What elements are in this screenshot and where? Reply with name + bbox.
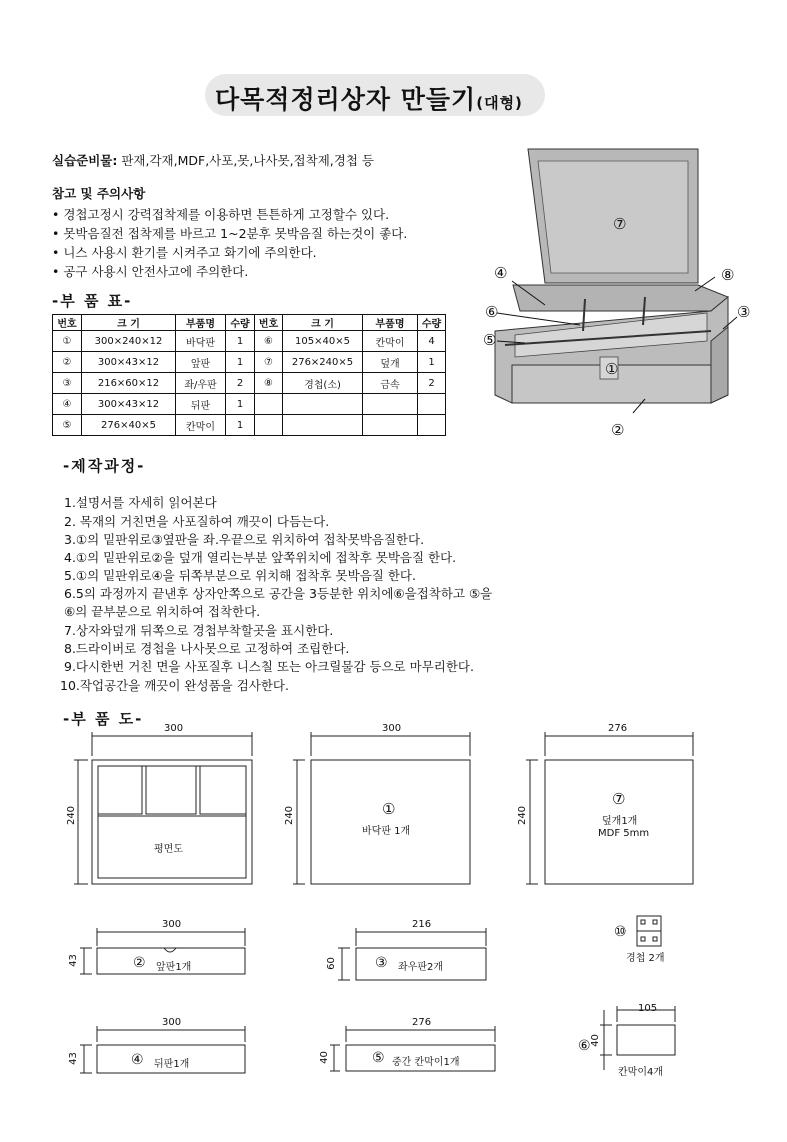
table-cell: 칸막이 xyxy=(363,331,418,352)
table-cell: 덮개 xyxy=(363,352,418,373)
divider-width: 105 xyxy=(638,1003,658,1014)
table-cell xyxy=(255,415,283,436)
process-step: 8.드라이버로 경첩을 나사못으로 고정하여 조립한다. xyxy=(64,641,350,656)
table-cell: ④ xyxy=(53,394,82,415)
table-cell xyxy=(255,394,283,415)
callout-6: ⑥ xyxy=(485,303,499,321)
table-row xyxy=(53,331,446,352)
table-header: 부품명 xyxy=(363,315,418,331)
parts-table-heading: -부 품 표- xyxy=(52,292,133,310)
mid-number: ⑤ xyxy=(372,1050,385,1066)
table-cell: 1 xyxy=(226,394,255,415)
plan-height: 240 xyxy=(66,805,78,826)
process-step: ⑥의 끝부분으로 위치하여 접착한다. xyxy=(64,604,261,619)
table-cell: ⑧ xyxy=(255,373,283,394)
process-heading: -제작과정- xyxy=(63,457,146,475)
table-cell: 2 xyxy=(226,373,255,394)
materials-line: 실습준비물: 판재,각재,MDF,사포,못,나사못,접착제,경첩 등 xyxy=(52,153,374,168)
table-header-row xyxy=(53,315,446,331)
callout-2: ② xyxy=(611,421,625,439)
process-step: 7.상자와덮개 뒤쪽으로 경첩부착할곳을 표시한다. xyxy=(64,623,334,638)
note-item: • 공구 사용시 안전사고에 주의한다. xyxy=(52,264,249,279)
table-header: 번호 xyxy=(53,315,82,331)
table-cell: 뒤판 xyxy=(176,394,226,415)
table-cell xyxy=(363,415,418,436)
side-height: 60 xyxy=(325,957,337,970)
lid-label: 덮개1개 xyxy=(602,816,638,827)
table-row xyxy=(53,373,446,394)
lid-height: 240 xyxy=(517,805,529,826)
table-cell: 300×43×12 xyxy=(82,352,176,373)
table-cell: 1 xyxy=(418,352,446,373)
table-cell: ① xyxy=(53,331,82,352)
table-row xyxy=(53,394,446,415)
callout-4: ④ xyxy=(494,264,508,282)
callout-8: ⑧ xyxy=(721,266,735,284)
table-header: 크 기 xyxy=(82,315,176,331)
table-cell: 276×40×5 xyxy=(82,415,176,436)
table-cell: ⑤ xyxy=(53,415,82,436)
table-cell: 칸막이 xyxy=(176,415,226,436)
side-label: 좌우판2개 xyxy=(398,962,444,973)
table-cell: 앞판 xyxy=(176,352,226,373)
divider-height: 40 xyxy=(589,1034,601,1047)
plan-view xyxy=(74,732,252,884)
table-cell xyxy=(363,394,418,415)
callout-3: ③ xyxy=(737,303,751,321)
mid-width: 276 xyxy=(412,1017,432,1028)
table-header: 부품명 xyxy=(176,315,226,331)
lid-number: ⑦ xyxy=(612,790,626,808)
hinge-drawing xyxy=(637,916,661,946)
mid-height: 40 xyxy=(318,1051,330,1064)
table-cell: 2 xyxy=(418,373,446,394)
table-cell xyxy=(418,415,446,436)
note-item: • 경첩고정시 강력접착제를 이용하면 튼튼하게 고정할수 있다. xyxy=(52,207,390,222)
table-cell: ② xyxy=(53,352,82,373)
lid-material: MDF 5mm xyxy=(598,828,650,839)
process-step: 10.작업공간을 깨끗이 완성품을 검사한다. xyxy=(60,678,289,693)
table-cell: 1 xyxy=(226,415,255,436)
front-label: 앞판1개 xyxy=(156,962,192,973)
note-item: • 못박음질전 접착제를 바르고 1~2분후 못박음질 하는것이 좋다. xyxy=(52,226,408,241)
mid-label: 중간 칸막이1개 xyxy=(392,1057,460,1068)
table-cell: ⑦ xyxy=(255,352,283,373)
table-cell: ③ xyxy=(53,373,82,394)
table-cell: 바닥판 xyxy=(176,331,226,352)
process-step: 2. 목재의 거친면을 사포질하여 깨끗이 다듬는다. xyxy=(64,514,330,529)
front-height: 43 xyxy=(67,954,79,967)
process-step: 5.①의 밑판위로④을 뒤쪽부분으로 위치해 접착후 못박음질 한다. xyxy=(64,568,416,583)
bottom-width: 300 xyxy=(382,723,402,734)
plan-label: 평면도 xyxy=(154,844,183,855)
table-cell xyxy=(418,394,446,415)
table-cell: 105×40×5 xyxy=(283,331,363,352)
table-cell xyxy=(283,394,363,415)
table-cell: 4 xyxy=(418,331,446,352)
table-cell: 300×43×12 xyxy=(82,394,176,415)
table-header: 크 기 xyxy=(283,315,363,331)
table-cell xyxy=(283,415,363,436)
parts-table xyxy=(52,314,446,436)
table-cell: 경첩(소) xyxy=(283,373,363,394)
table-cell: ⑥ xyxy=(255,331,283,352)
table-cell: 1 xyxy=(226,331,255,352)
back-height: 43 xyxy=(67,1052,79,1065)
bottom-label: 바닥판 1개 xyxy=(362,826,411,837)
process-step: 9.다시한번 거친 면을 사포질후 니스칠 또는 아크릴물감 등으로 마무리한다. xyxy=(64,659,474,674)
plan-width: 300 xyxy=(164,723,184,734)
hinge-label: 경첩 2개 xyxy=(626,953,665,964)
back-width: 300 xyxy=(162,1017,182,1028)
callout-7: ⑦ xyxy=(613,215,627,233)
small-divider-drawing xyxy=(600,1006,675,1070)
table-row xyxy=(53,352,446,373)
hinge-number: ⑩ xyxy=(614,924,627,940)
front-number: ② xyxy=(133,955,146,971)
table-header: 번호 xyxy=(255,315,283,331)
table-cell: 276×240×5 xyxy=(283,352,363,373)
bottom-number: ① xyxy=(382,800,396,818)
side-number: ③ xyxy=(375,955,388,971)
callout-1: ① xyxy=(605,360,619,378)
page-title: 다목적정리상자 만들기(대형) xyxy=(215,85,523,114)
lid-width: 276 xyxy=(608,723,628,734)
side-width: 216 xyxy=(412,919,432,930)
table-cell: 216×60×12 xyxy=(82,373,176,394)
lid-drawing xyxy=(526,732,693,884)
callout-5: ⑤ xyxy=(483,331,497,349)
bottom-height: 240 xyxy=(284,805,296,826)
table-row xyxy=(53,415,446,436)
table-header: 수량 xyxy=(418,315,446,331)
table-cell: 금속 xyxy=(363,373,418,394)
front-width: 300 xyxy=(162,919,182,930)
back-label: 뒤판1개 xyxy=(154,1059,190,1070)
note-item: • 니스 사용시 환기를 시켜주고 화기에 주의한다. xyxy=(52,245,317,260)
table-header: 수량 xyxy=(226,315,255,331)
process-step: 3.①의 밑판위로③옆판을 좌.우끝으로 위치하여 접착못박음질한다. xyxy=(64,532,425,547)
table-cell: 300×240×12 xyxy=(82,331,176,352)
back-number: ④ xyxy=(131,1052,144,1068)
box-back xyxy=(513,285,728,311)
divider-number: ⑥ xyxy=(578,1038,591,1054)
process-step: 1.설명서를 자세히 읽어본다 xyxy=(64,495,217,510)
notes-heading: 참고 및 주의사항 xyxy=(52,186,146,201)
process-step: 4.①의 밑판위로②을 덮개 열리는부분 앞쪽위치에 접착후 못박음질 한다. xyxy=(64,550,457,565)
process-step: 6.5의 과정까지 끝낸후 상자안쪽으로 공간을 3등분한 위치에⑥을접착하고 ⑤을 xyxy=(64,586,493,601)
box-illustration xyxy=(485,145,765,445)
divider-label: 칸막이4개 xyxy=(618,1067,664,1078)
table-cell: 1 xyxy=(226,352,255,373)
drawings-heading: -부 품 도- xyxy=(63,710,144,728)
table-cell: 좌/우판 xyxy=(176,373,226,394)
